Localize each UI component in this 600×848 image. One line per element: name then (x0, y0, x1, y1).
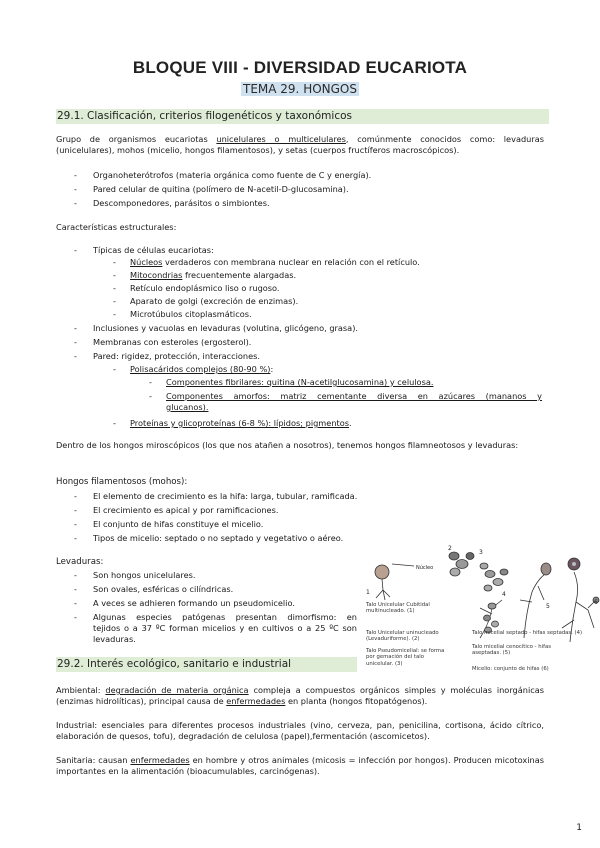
page-title: BLOQUE VIII - DIVERSIDAD EUCARIOTA (132, 58, 468, 77)
figure-caption: Talo micelial septado - hifas septadas. (4) (472, 630, 583, 636)
bullet-dash: - (74, 598, 77, 608)
figure-label: 6 (594, 599, 598, 606)
section-heading-29-1: 29.1. Clasificación, criterios filogenéticos y taxonómicos (56, 109, 549, 124)
list-item: Núcleos verdaderos con membrana nuclear en relación con el retículo. (130, 257, 420, 267)
bullet-dash: - (113, 283, 116, 293)
bullet-dash: - (74, 505, 77, 515)
list-item: Son ovales, esféricas o cilíndricas. (93, 584, 234, 594)
list-item-continuation: tejidos o a 37 ºC forman micelios y en cultivos o a 25 ºC son (93, 623, 357, 633)
list-item: Típicas de células eucariotas: (93, 245, 214, 255)
bullet-dash: - (113, 364, 116, 374)
figure-caption: Talo micelial cenocítico - hifas aseptadas. (5) (472, 644, 551, 657)
page-number: 1 (576, 823, 582, 833)
list-item: Pared: rigidez, protección, interacciones. (93, 351, 261, 361)
figure-label: 1 (366, 589, 370, 596)
list-item: El elemento de crecimiento es la hifa: larga, tubular, ramificada. (93, 491, 358, 501)
list-item: Organoheterótrofos (materia orgánica como fuente de C y energía). (93, 170, 372, 180)
list-item-continuation: glucanos). (166, 402, 209, 412)
figure-label: 5 (546, 603, 550, 610)
list-item: Algunas especies patógenas presentan dimorfismo: en (93, 612, 357, 622)
ambiental-paragraph: Ambiental: degradación de materia orgánica compleja a compuestos orgánicos simples y moléculas inorgánicas (enzimas hidrolíticas), principal causa de enfermedades en planta (hongos fitopatógenos). (56, 685, 545, 707)
bullet-dash: - (74, 533, 77, 543)
filamentous-title: Hongos filamentosos (mohos): (56, 477, 188, 487)
list-item: Descomponedores, parásitos o simbiontes. (93, 198, 270, 208)
list-item: Componentes fibrilares: quitina (N-acetilglucosamina) y celulosa. (166, 377, 434, 387)
industrial-paragraph: Industrial: esenciales para diferentes procesos industriales (vino, cerveza, pan, penicilina, cortisona, ácido cítrico, elaboración de quesos, tofu), degradación de celulosa (papel),fermentación (ascomicetos). (56, 720, 544, 742)
figure-caption: Talo Unicelular uninucleado (Levaduriforme). (2) (366, 630, 439, 643)
list-item: Tipos de micelio: septado o no septado y vegetativo o aéreo. (93, 533, 344, 543)
list-item: Microtúbulos citoplasmáticos. (130, 309, 252, 319)
fungi-intro-paragraph: Dentro de los hongos miroscópicos (los que nos atañen a nosotros), tenemos hongos filamneotosos y levaduras: (56, 440, 519, 450)
list-item-continuation: levaduras. (93, 634, 136, 644)
bullet-dash: - (113, 309, 116, 319)
bullet-dash: - (113, 270, 116, 280)
bullet-dash: - (149, 377, 152, 387)
list-item: Inclusiones y vacuolas en levaduras (volutina, glicógeno, grasa). (93, 323, 358, 333)
bullet-dash: - (74, 491, 77, 501)
bullet-dash: - (74, 337, 77, 347)
bullet-dash: - (74, 584, 77, 594)
yeast-title: Levaduras: (56, 557, 104, 567)
bullet-dash: - (74, 612, 77, 622)
fungal-thallus-figure (362, 542, 600, 680)
list-item: Componentes amorfos: matriz cementante diversa en azúcares (mananos y (166, 391, 542, 401)
figure-caption: Micelio: conjunto de hifas (6) (472, 666, 549, 672)
figure-caption: Talo Unicelular Cubitidal multinucleado. (1) (366, 602, 430, 615)
bullet-dash: - (74, 170, 77, 180)
bullet-dash: - (74, 245, 77, 255)
list-item: Pared celular de quitina (polímero de N-acetil-D-glucosamina). (93, 184, 349, 194)
intro-paragraph: Grupo de organismos eucariotas unicelulares o multicelulares, comúnmente conocidos como: levaduras (unicelulares), mohos (micelio, hongos filamentosos), y setas (cuerpos fructíferos macroscópicos). (56, 134, 544, 156)
list-item: A veces se adhieren formando un pseudomicelio. (93, 598, 295, 608)
figure-caption: Talo Pseudomicelial: se forma por gemación del talo unicelular. (3) (366, 648, 445, 667)
list-item: Mitocondrias frecuentemente alargadas. (130, 270, 297, 280)
sanitaria-paragraph: Sanitaria: causan enfermedades en hombre y otros animales (micosis = infección por hongos). Producen micotoxinas importantes en la alimentación (bioacumulables, carcinógenas). (56, 755, 544, 777)
list-item: Membranas con esteroles (ergosterol). (93, 337, 252, 347)
bullet-dash: - (74, 351, 77, 361)
list-item: El crecimiento es apical y por ramificaciones. (93, 505, 279, 515)
bullet-dash: - (74, 323, 77, 333)
bullet-dash: - (113, 296, 116, 306)
bullet-dash: - (74, 198, 77, 208)
structural-title: Características estructurales: (56, 222, 177, 232)
bullet-dash: - (74, 184, 77, 194)
bullet-dash: - (74, 570, 77, 580)
figure-label: 2 (448, 545, 452, 552)
bullet-dash: - (113, 257, 116, 267)
list-item: Proteínas y glicoproteínas (6-8 %): lípidos; pigmentos. (130, 418, 352, 428)
list-item: Polisacáridos complejos (80-90 %): (130, 364, 274, 374)
list-item: El conjunto de hifas constituye el micelio. (93, 519, 264, 529)
list-item: Retículo endoplásmico liso o rugoso. (130, 283, 280, 293)
bullet-dash: - (74, 519, 77, 529)
figure-label-nucleo: Núcleo (416, 565, 434, 571)
figure-label: 3 (479, 549, 483, 556)
bullet-dash: - (149, 391, 152, 401)
section-heading-29-2: 29.2. Interés ecológico, sanitario e industrial (56, 657, 357, 672)
list-item: Aparato de golgi (excreción de enzimas). (130, 296, 299, 306)
figure-label: 4 (502, 591, 506, 598)
list-item: Son hongos unicelulares. (93, 570, 196, 580)
bullet-dash: - (113, 418, 116, 428)
page-subtitle: TEMA 29. HONGOS (243, 82, 357, 96)
